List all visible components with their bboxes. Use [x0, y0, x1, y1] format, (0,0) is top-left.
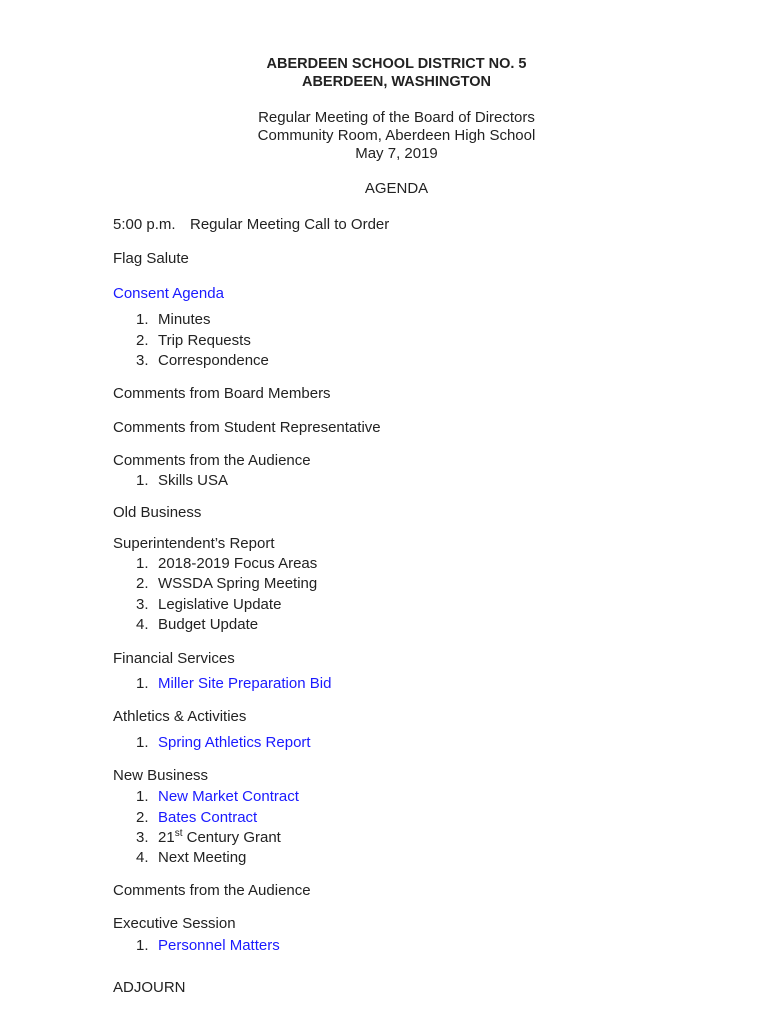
grant-ordinal-suffix: st [174, 828, 183, 839]
personnel-matters-link[interactable]: Personnel Matters [158, 937, 280, 954]
list-number: 4. [136, 849, 149, 866]
list-item: Minutes [158, 311, 211, 328]
list-item: Budget Update [158, 616, 259, 633]
miller-site-bid-link[interactable]: Miller Site Preparation Bid [158, 675, 332, 692]
list-number: 1. [136, 788, 149, 805]
audience-comments-2: Comments from the Audience [113, 882, 311, 899]
list-item: Legislative Update [158, 596, 282, 613]
list-number: 3. [136, 352, 149, 369]
call-to-order-label: Regular Meeting Call to Order [190, 216, 390, 233]
list-item: Trip Requests [158, 332, 251, 349]
consent-agenda-link[interactable]: Consent Agenda [113, 285, 224, 302]
meeting-title: Regular Meeting of the Board of Directors [258, 109, 535, 126]
grant-ordinal: 21 [158, 829, 175, 846]
list-item: Correspondence [158, 352, 269, 369]
list-number: 1. [136, 555, 149, 572]
superintendent-report-heading: Superintendent’s Report [113, 535, 275, 552]
agenda-heading: AGENDA [364, 180, 429, 197]
list-number: 2. [136, 809, 149, 826]
list-number: 3. [136, 596, 149, 613]
adjourn: ADJOURN [113, 979, 186, 996]
bates-contract-link[interactable]: Bates Contract [158, 809, 258, 826]
list-number: 1. [136, 734, 149, 751]
old-business: Old Business [113, 504, 202, 521]
list-number: 3. [136, 829, 149, 846]
new-business-heading: New Business [113, 767, 209, 784]
grant-rest: Century Grant [182, 829, 281, 846]
new-market-contract-link[interactable]: New Market Contract [158, 788, 299, 805]
century-grant-item [158, 829, 281, 847]
district-location: ABERDEEN, WASHINGTON [301, 74, 492, 90]
list-item: Skills USA [158, 472, 229, 489]
meeting-date: May 7, 2019 [355, 145, 438, 162]
district-title: ABERDEEN SCHOOL DISTRICT NO. 5 [266, 56, 527, 72]
list-item: WSSDA Spring Meeting [158, 575, 318, 592]
list-number: 4. [136, 616, 149, 633]
financial-services-heading: Financial Services [113, 650, 235, 667]
executive-session-heading: Executive Session [113, 915, 236, 932]
list-number: 2. [136, 332, 149, 349]
athletics-heading: Athletics & Activities [113, 708, 247, 725]
list-item: 2018-2019 Focus Areas [158, 555, 318, 572]
list-number: 1. [136, 472, 149, 489]
call-to-order-time: 5:00 p.m. [113, 216, 176, 233]
list-number: 1. [136, 937, 149, 954]
board-comments: Comments from Board Members [113, 385, 331, 402]
meeting-venue: Community Room, Aberdeen High School [257, 127, 536, 144]
student-comments: Comments from Student Representative [113, 419, 381, 436]
flag-salute: Flag Salute [113, 250, 189, 267]
audience-comments-heading: Comments from the Audience [113, 452, 311, 469]
spring-athletics-report-link[interactable]: Spring Athletics Report [158, 734, 311, 751]
list-number: 1. [136, 675, 149, 692]
list-item: Next Meeting [158, 849, 247, 866]
list-number: 2. [136, 575, 149, 592]
list-number: 1. [136, 311, 149, 328]
